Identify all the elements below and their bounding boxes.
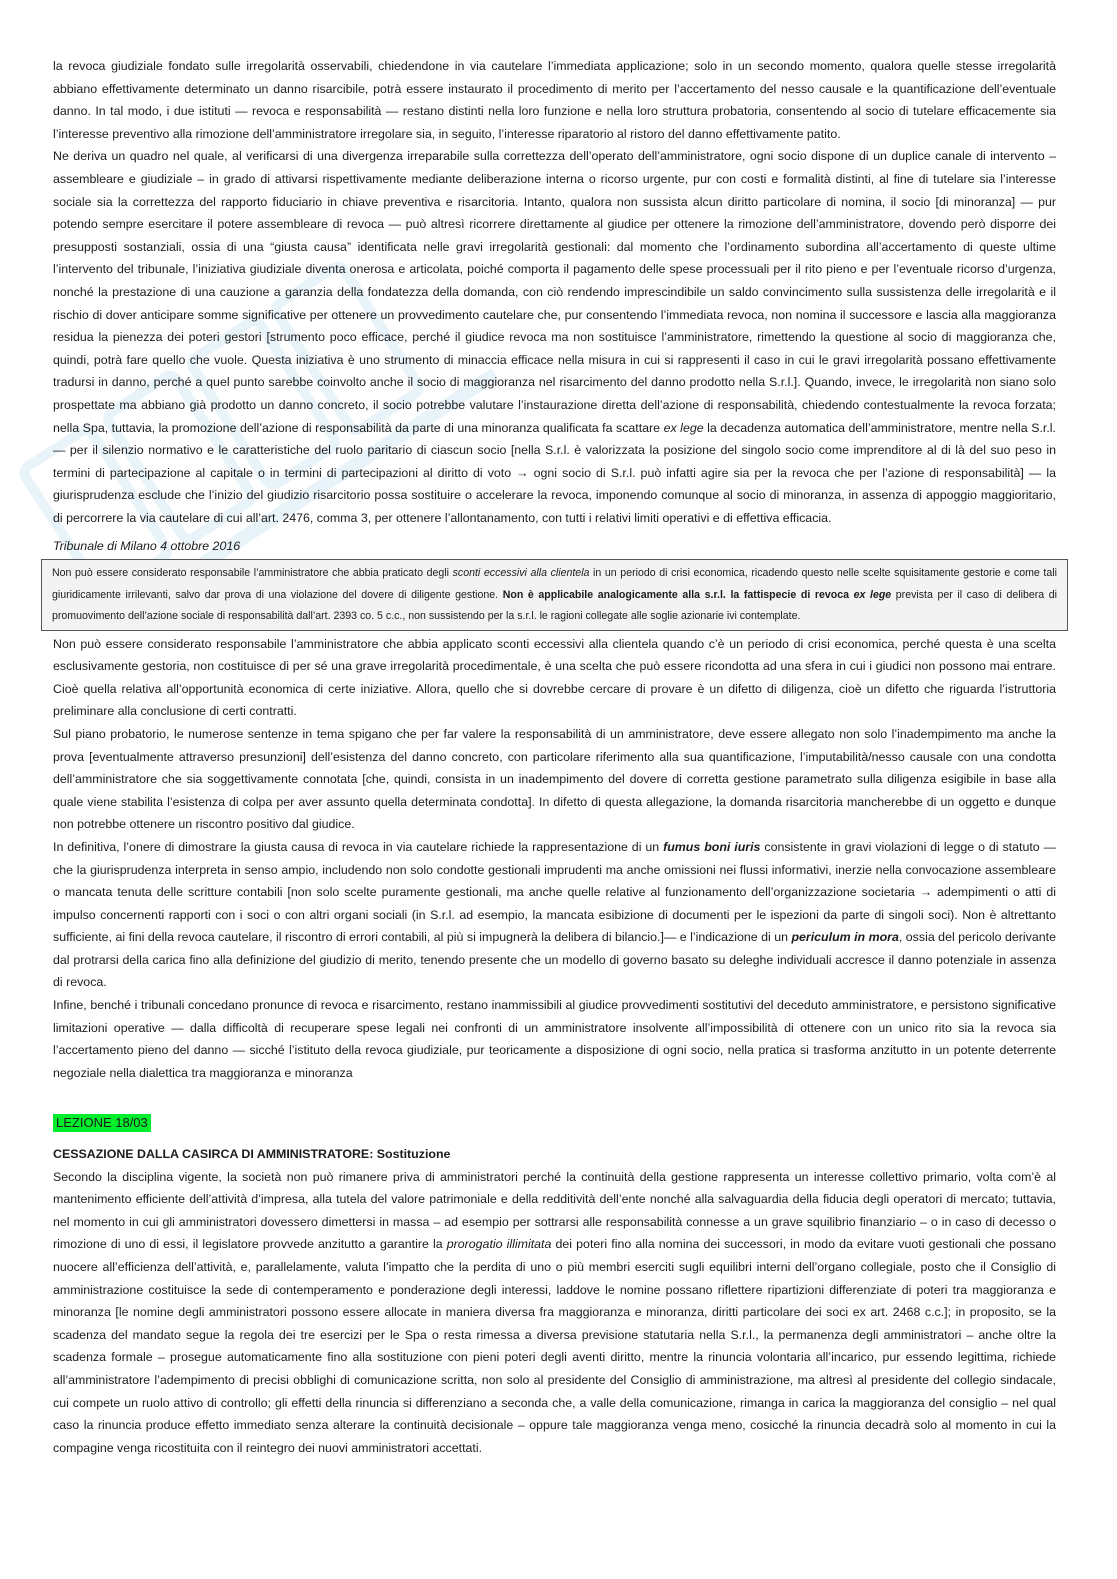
paragraph-revoca-giudiziale: la revoca giudiziale fondato sulle irregolarità osservabili, chiedendone in via cautelare l’immediata applicazione; solo in un secondo momento, qualora quelle stesse irregolarità abbiano effettivamente determinato un danno risarcibile, potrà essere instaurato il procedimento di merito per l’accertamento del nesso causale e la quantificazione dell’eventuale danno. In tal modo, i due istituti — revoca e responsabilità — restano distinti nella loro funzione e nella loro struttura probatoria, consentendo al socio di tutelare efficacemente sia l’interesse preventivo alla rimozione dell’amministratore irregolare sia, in seguito, l’interesse riparatorio al ristoro del danno effettivamente patito. <box>53 59 1056 141</box>
case-summary-box: Non può essere considerato responsabile l’amministratore che abbia praticato degli sconti eccessivi alla clientela in un periodo di crisi economica, ricadendo questo nelle scelte squisitamente gestorie e come tali giuridicamente irrilevanti, salvo dar prova di una violazione del dovere di diligente gestione. Non è applicabile analogicamente alla s.r.l. la fattispecie di revoca ex lege prevista per il caso di delibera di promuovimento dell’azione sociale di responsabilità dall’art. 2393 co. 5 c.c., non sussistendo per la s.r.l. le ragioni collegate alle soglie azionarie ivi contemplate. <box>41 559 1068 631</box>
case-citation: Tribunale di Milano 4 ottobre 2016 <box>53 539 241 554</box>
prorogatio-term: prorogatio illimitata <box>446 1237 552 1252</box>
paragraph-duplice-canale: Ne deriva un quadro nel quale, al verificarsi di una divergenza irreparabile sulla correttezza dell’operato dell’amministratore, ogni socio dispone di un duplice canale di intervento – assembleare e giudiziale – in grado di attivarsi rispettivamente mediante deliberazione interna o ricorso urgente, pur con costi e formalità distinti, al fine di tutelare sia l’interesse sociale sia la correttezza del rapporto fiduciario in chiave preventiva e risarcitoria. Intanto, qualora non sussista alcun diritto particolare di nomina, il socio [di minoranza] — pur potendo sempre esercitare il potere assembleare di revoca — può altresì ricorrere direttamente al giudice per ottenere la rimozione dell’amministratore, dovendo però disporre dei presupposti sostanziali, ossia di una “giusta causa” identificata nelle gravi irregolarità gestionali: dal momento che l’ordinamento subordina all’accertamento di queste ultime l’intervento del tribunale, l’iniziativa giudiziale diventa onerosa e articolata, poiché comporta il pagamento delle spese processuali per il rito pieno e per l’eventuale ricorso d’urgenza, nonché la prestazione di una cauzione a garanzia della fondatezza della domanda, con ciò rendendo imprescindibile un saldo convincimento sulla sussistenza delle irregolarità e il rischio di dover anticipare somme significative per ottenere un provvedimento cautelare che, pur consentendo l’immediata revoca, non nomina il successore e lascia alla maggioranza residua la pienezza dei poteri gestori [strumento poco efficace, perché il giudice revoca ma non sostituisce l’amministratore, rimettendo la questione al socio di maggioranza che, quindi, potrà fare quello che vuole. Questa iniziativa è uno strumento di minaccia efficace nella misura in cui si rappresenti il caso in cui le gravi irregolarità possano effettivamente tradursi in danno, perché a quel punto sarebbe coinvolto anche il socio di maggioranza nel risarcimento del danno prodotto nella S.r.l.]. Quando, invece, le irregolarità non siano solo prospettate ma abbiano già prodotto un danno concreto, il socio potrebbe valutare l’instaurazione diretta dell’azione di responsabilità, chiedendo contestualmente la revoca forzata; nella Spa, tuttavia, la promozione dell’azione di responsabilità da parte di una minoranza qualificata fa scattare ex lege la decadenza automatica dell’amministratore, mentre nella S.r.l. — per il silenzio normativo e le caratteristiche del ruolo paritario di ciascun socio [nella S.r.l. è valorizzata la posizione del singolo socio come imprenditore al di là del suo peso in termini di partecipazione al capitale o in termini di partecipazioni al diritto di voto → ogni socio di S.r.l. può infatti agire sia per la revoca che per l’azione di responsabilità] — la giurisprudenza esclude che l’inizio del giudizio risarcitorio possa sostituire o accelerare la revoca, imponendo comunque al socio di minoranza, in assenza di appoggio maggioritario, di percorrere la via cautelare di cui all’art. 2476, comma 3, per ottenere l’allontanamento, con tutti i relativi limiti operativi e di effettiva efficacia. <box>53 149 1056 525</box>
periculum-term: periculum in mora <box>791 930 899 945</box>
arrow-icon: → <box>919 885 933 900</box>
paragraph-piano-probatorio: Sul piano probatorio, le numerose sentenze in tema spigano che per far valere la responsabilità di un amministratore, deve essere allegato non solo l’inadempimento ma anche la prova [eventualmente attraverso presunzioni] dell’esistenza del danno concreto, con particolare riferimento alla sua quantificazione, l’imputabilità/nesso causale con una condotta dell’amministratore che sia soggettivamente connotata [che, quindi, consista in un inadempimento del dovere di corretta gestione parametrato sulla diligenza esigibile in base alla quale viene stabilita l’esistenza di colpa per aver assunto quella determinata condotta]. In difetto di questa allegazione, la domanda risarcitoria mancherebbe di un oggetto e dunque non potrebbe ottenere un riscontro positivo dal giudice. <box>53 726 1056 832</box>
paragraph-onere-giusta-causa: In definitiva, l’onere di dimostrare la giusta causa di revoca in via cautelare richiede la rappresentazione di un fumus boni iuris consistente in gravi violazioni di legge o di statuto — che la giurisprudenza interpreta in senso ampio, includendo non solo condotte gestionali imprudenti ma anche omissioni nei flussi informativi, inerzie nella convocazione assembleare o mancata tenuta delle scritture contabili [non solo scelte puramente gestionali, ma anche quelle relative al funzionamento dell’organizzazione societaria → adempimenti o atti di impulso concernenti rapporti con i soci o con altri organi sociali (in S.r.l. ad esempio, la mancata esibizione di documenti per le ispezioni da parte di singoli soci). Non è altrettanto sufficiente, ai fini della revoca cautelare, il riscontro di errori contabili, al più si impugnerà la delibera di bilancio.]— e l’indicazione di un periculum in mora, ossia del pericolo derivante dal protrarsi della carica fino alla definizione del giudizio di merito, tenendo presente che un modello di governo basato su deleghe individuali accresce il danno potenziale in assenza di revoca. <box>53 839 1056 990</box>
document-page <box>53 55 1056 1459</box>
paragraph-sconti-eccessivi: Non può essere considerato responsabile l’amministratore che abbia applicato sconti eccessivi alla clientela quando c’è un periodo di crisi economica, perché questa è una scelta esclusivamente gestoria, non costituisce di per sé una grave irregolarità procedimentale, è una scelta che può essere ricondotta ad una sfera in cui i giudici non possono mai entrare. Cioè quella relativa all’opportunità economica di certe iniziative. Allora, quello che si dovrebbe cercare di provare è un difetto di diligenza, cioè un difetto che riguarda l’istruttoria preliminare alla conclusione di certi contratti. <box>53 636 1056 719</box>
ex-lege-term: ex lege <box>663 420 704 435</box>
paragraph-disciplina-vigente: Secondo la disciplina vigente, la società non può rimanere priva di amministratori perché la continuità della gestione rappresenta un interesse collettivo primario, volta com’è al mantenimento efficiente dell’attività d’impresa, alla tutela del valore patrimoniale e della redditività dell’ente nonché alla salvaguardia della fiducia degli operatori di mercato; tuttavia, nel momento in cui gli amministratori dovessero dimettersi in massa – ad esempio per sottrarsi alle responsabilità connesse a un grave squilibrio finanziario – o in caso di decesso o rimozione di uno di essi, il legislatore provvede anzitutto a garantire la prorogatio illimitata dei poteri fino alla nomina dei successori, in modo da evitare vuoti gestionali che possano nuocere all’efficienza dell’attività, e, parallelamente, valuta l’impatto che la perdita di uno o più membri eserciti sugli equilibri interni dell’organo collegiale, posto che il Consiglio di amministrazione costituisce la sede di contemperamento e ponderazione degli interessi, laddove le nomine possano riflettere ripartizioni differenziate di poteri tra maggioranza e minoranza [le nomine degli amministratori possono essere allocate in maniera diversa fra maggioranza e minoranza, diritti particolare dei soci ex art. 2468 c.c.]; in proposito, se la scadenza del mandato segue la regola dei tre esercizi per le Spa o resta rimessa a diversa previsione statutaria nella S.r.l., la permanenza degli amministratori – anche oltre la scadenza formale – prosegue automaticamente fino alla sostituzione con pieni poteri degli aventi diritto, mentre la rinuncia volontaria all’incarico, pur essendo legittima, richiede all’amministratore l’adempimento di precisi obblighi di comunicazione scritta, non solo al presidente del Consiglio di amministrazione, ma altresì al presidente del collegio sindacale, cui compete un ruolo attivo di controllo; gli effetti della rinuncia si differenziano a seconda che, a valle della comunicazione, rimanga in carica la maggioranza del consiglio – nel qual caso la rinuncia produce effetto immediato senza alterare la continuità decisionale – oppure tale maggioranza venga meno, cosicché la rinuncia decadrà solo al momento in cui la compagine venga ricostituita con il reintegro dei nuovi amministratori accettati. <box>53 1169 1056 1455</box>
fumus-term: fumus boni iuris <box>663 839 761 854</box>
arrow-icon: → <box>516 465 529 480</box>
section-heading: CESSAZIONE DALLA CASIRCA DI AMMINISTRATORE: Sostituzione <box>53 1147 451 1162</box>
paragraph-limitazioni-operative: Infine, benché i tribunali concedano pronunce di revoca e risarcimento, restano inammissibili al giudice provvedimenti sostitutivi del deceduto amministratore, e persistono significative limitazioni operative — dalla difficoltà di recuperare spese legali nei confronti di un amministratore insolvente all’impossibilità di ottenere con un unico rito sia la revoca sia l’accertamento pieno del danno — sicché l’istituto della revoca giudiziale, pur teoricamente a disposizione di ogni socio, nella pratica si trasforma anzitutto in un potente deterrente negoziale nella dialettica tra maggioranza e minoranza <box>53 998 1056 1080</box>
lesson-label: LEZIONE 18/03 <box>53 1114 151 1132</box>
